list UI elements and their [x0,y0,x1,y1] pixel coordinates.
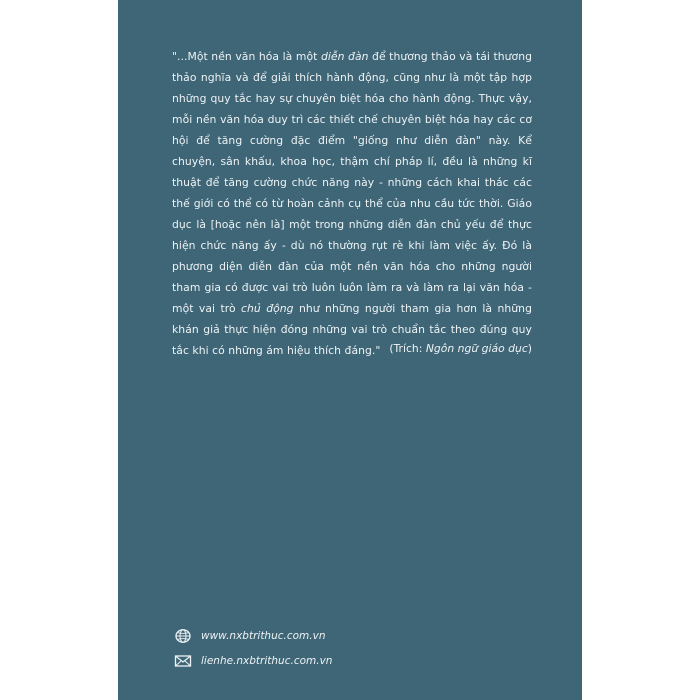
website-link[interactable]: www.nxbtrithuc.com.vn [201,630,326,642]
quote-text-2: để thương thảo và tái thương thảo nghĩa và để giải thích hành động, cũng như là một tập hợp những quy tắc hay sự chuyên biệt hóa cho hành động. Thực vậy, mỗi nền văn hóa duy trì các thiết chế chuyên biệt hóa hay các cơ hội để tăng cường đặc điểm "giống như diễn đàn" này. Kể chuyện, sân khấu, khoa học, thậm chí pháp lí, đều là những kĩ thuật để tăng cường chức năng này - những cách khai thác các thế giới có thể có từ hoàn cảnh cụ thể của nhu cầu tức thời. Giáo dục là [hoặc nên là] một trong những diễn đàn chủ yếu để thực hiện chức năng ấy - dù nó thường rụt rè khi làm việc ấy. Đó là phương diện diễn đàn của một nền văn hóa cho những người tham gia có được vai trò luôn luôn làm ra và làm ra lại văn hóa - một vai trò [172,50,533,315]
quote-source [389,338,532,359]
source-suffix: ) [527,342,532,355]
cover-quote [172,46,532,361]
quote-emphasis-1: diễn đàn [320,50,369,63]
email-contact[interactable] [174,651,332,671]
source-title: Ngôn ngữ giáo dục [425,342,528,355]
quote-emphasis-2: chủ động [241,302,294,315]
envelope-icon [174,653,192,669]
quote-text-1: "...Một nền văn hóa là một [172,50,321,63]
website-contact[interactable] [174,626,325,646]
source-prefix: (Trích: [389,342,426,355]
book-back-cover [118,0,582,700]
quote-text-3: như những người tham gia hơn là những khán giả thực hiện đóng những vai trò chuẩn tắc theo đúng quy tắc khi có những ám hiệu thích đáng." [172,302,532,357]
email-link[interactable]: lienhe.nxbtrithuc.com.vn [201,655,333,667]
globe-icon [174,628,192,644]
